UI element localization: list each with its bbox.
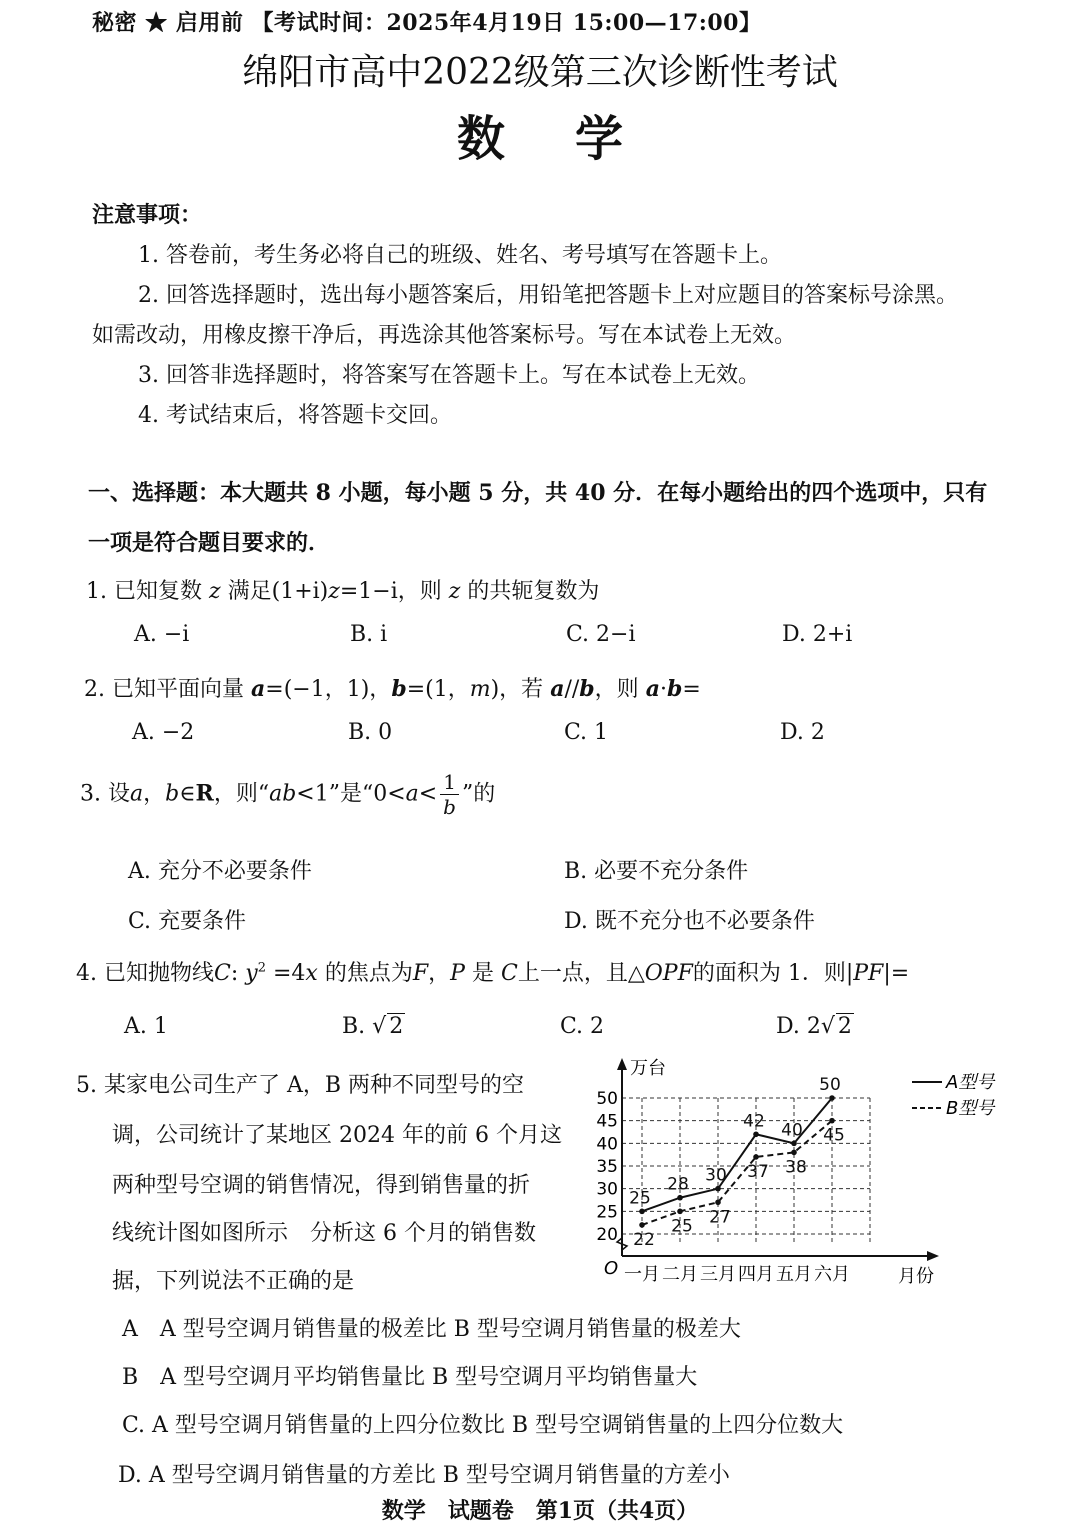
q2-option-a: A. −2 [132, 720, 195, 745]
x-tick-label: 二月 [662, 1264, 698, 1285]
q1-option-b: B. i [350, 622, 388, 647]
data-point [677, 1195, 683, 1201]
q2-option-b: B. 0 [348, 720, 393, 745]
sqrt-symbol-icon: √ [372, 1014, 387, 1039]
y-tick-label: 35 [596, 1157, 618, 1177]
section-heading-cont: 一项是符合题目要求的． [88, 530, 331, 556]
x-tick-label: 六月 [814, 1264, 850, 1285]
data-point [753, 1131, 759, 1137]
q1-option-c: C. 2−i [566, 622, 636, 647]
data-label: 37 [747, 1161, 769, 1182]
data-point [677, 1209, 683, 1215]
y-tick-label: 30 [596, 1179, 618, 1200]
q1-option-a: A. −i [134, 622, 190, 647]
data-point [829, 1095, 835, 1101]
subject-title: 数学 [456, 111, 693, 167]
sales-line-chart [590, 1052, 1030, 1292]
q3-option-d: D. 既不充分也不必要条件 [564, 909, 815, 934]
q1-option-d: D. 2+i [782, 622, 853, 647]
sqrt-symbol-icon: √ [820, 1014, 835, 1039]
notice-item-2: 2. 回答选择题时，选出每小题答案后，用铅笔把答题卡上对应题目的答案标号涂黑。 [138, 283, 958, 308]
q4-option-c: C. 2 [560, 1014, 605, 1039]
y-tick-label: 25 [596, 1202, 618, 1223]
exam-title: 绵阳市高中2022级第三次诊断性考试 [242, 52, 838, 93]
notice-heading: 注意事项： [92, 202, 203, 228]
chart-axes [617, 1058, 939, 1261]
notice-item-4: 4. 考试结束后，将答题卡交回。 [138, 403, 452, 428]
y-axis-label: 万台 [630, 1058, 666, 1079]
x-tick-label: 五月 [776, 1264, 812, 1285]
confidential-header: 秘密 ★ 启用前 【考试时间：2025年4月19日 15:00—17:00】 [92, 10, 762, 36]
x-tick-labels [624, 1264, 850, 1285]
data-point [829, 1118, 835, 1124]
q5-option-d: D. A 型号空调月销售量的方差比 B 型号空调月销售量的方差小 [118, 1463, 730, 1488]
y-tick-label: 45 [596, 1111, 618, 1132]
q2-option-d: D. 2 [780, 720, 825, 745]
notice-item-1: 1. 答卷前，考生务必将自己的班级、姓名、考号填写在答题卡上。 [138, 243, 782, 268]
data-point [791, 1150, 797, 1156]
page-footer: 数学 试题卷 第1页（共4页） [381, 1498, 699, 1524]
section-heading: 一、选择题：本大题共 8 小题，每小题 5 分，共 40 分．在每小题给出的四个选项中，只有 [88, 480, 988, 506]
legend-label: A型号 [946, 1072, 995, 1093]
y-tick-label: 20 [596, 1225, 618, 1245]
data-label: 28 [667, 1174, 689, 1195]
notice-item-2-cont: 如需改动，用橡皮擦干净后，再选涂其他答案标号。写在本试卷上无效。 [92, 323, 797, 348]
data-label: 50 [819, 1075, 841, 1095]
data-point [791, 1141, 797, 1147]
question-1: 1. 已知复数 z 满足(1+i)z=1−i，则 z 的共轭复数为 [86, 579, 600, 604]
origin-label: O [604, 1258, 619, 1279]
data-label: 42 [743, 1111, 765, 1132]
data-label: 40 [781, 1120, 803, 1141]
q2-option-c: C. 1 [564, 720, 609, 745]
data-label: 25 [629, 1188, 651, 1209]
question-3: 3. 设a，b∈R，则“ab<1”是“0<a< $\frac{1}{b}$ ”的 [80, 770, 496, 819]
x-axis-label: 月份 [898, 1266, 934, 1287]
data-label: 22 [633, 1229, 655, 1250]
q4-option-d: D. 2√ 2 [776, 1014, 852, 1039]
data-label: 38 [785, 1157, 807, 1178]
data-point [639, 1209, 645, 1215]
fraction-1-over-b: $\frac{1}{b}$ [440, 772, 459, 817]
data-label: 30 [705, 1165, 727, 1186]
x-axis-arrow-icon [927, 1251, 939, 1261]
data-point [753, 1154, 759, 1160]
legend-label: B型号 [946, 1098, 995, 1119]
x-tick-label: 一月 [624, 1264, 660, 1285]
question-5-line-2: 调，公司统计了某地区 2024 年的前 6 个月这 [112, 1123, 562, 1148]
question-5-line-1: 5. 某家电公司生产了 A，B 两种不同型号的空 [76, 1073, 525, 1098]
data-point [715, 1199, 721, 1205]
y-axis-arrow-icon [617, 1058, 627, 1070]
notice-item-3: 3. 回答非选择题时，将答案写在答题卡上。写在本试卷上无效。 [138, 363, 760, 388]
q5-option-a: A A 型号空调月销售量的极差比 B 型号空调月销售量的极差大 [122, 1317, 741, 1342]
y-tick-label: 40 [596, 1134, 618, 1155]
chart-legend [912, 1072, 996, 1119]
data-point [715, 1186, 721, 1192]
q5-option-b: B A 型号空调月平均销售量比 B 型号空调月平均销售量大 [122, 1365, 698, 1390]
chart-series [629, 1075, 845, 1250]
data-label: 27 [709, 1207, 731, 1228]
q3-option-c: C. 充要条件 [128, 909, 247, 934]
data-label: 45 [823, 1125, 845, 1146]
question-5-line-3: 两种型号空调的销售情况，得到销售量的折 [112, 1173, 531, 1198]
data-label: 25 [671, 1216, 693, 1237]
q4-option-a: A. 1 [124, 1014, 168, 1039]
question-4: 4. 已知抛物线C: $y^2 =4x$ 的焦点为F，P 是 C上一点，且△OPF的面积为 1．则|PF|= [76, 960, 910, 986]
q4-option-b: B. √ 2 [342, 1014, 404, 1039]
x-tick-label: 三月 [700, 1264, 736, 1285]
question-2: 2. 已知平面向量 a=(−1，1)，b=(1，m)，若 a//b，则 a·b= [84, 676, 701, 702]
data-point [639, 1222, 645, 1228]
q3-option-b: B. 必要不充分条件 [564, 859, 749, 884]
q5-option-c: C. A 型号空调月销售量的上四分位数比 B 型号空调销售量的上四分位数大 [122, 1413, 844, 1438]
y-tick-labels [596, 1089, 618, 1245]
q3-option-a: A. 充分不必要条件 [128, 859, 312, 884]
question-5-line-4: 线统计图如图所示 分析这 6 个月的销售数 [112, 1221, 536, 1246]
y-tick-label: 50 [596, 1089, 618, 1109]
x-tick-label: 四月 [738, 1264, 774, 1285]
question-5-line-5: 据，下列说法不正确的是 [112, 1269, 355, 1294]
